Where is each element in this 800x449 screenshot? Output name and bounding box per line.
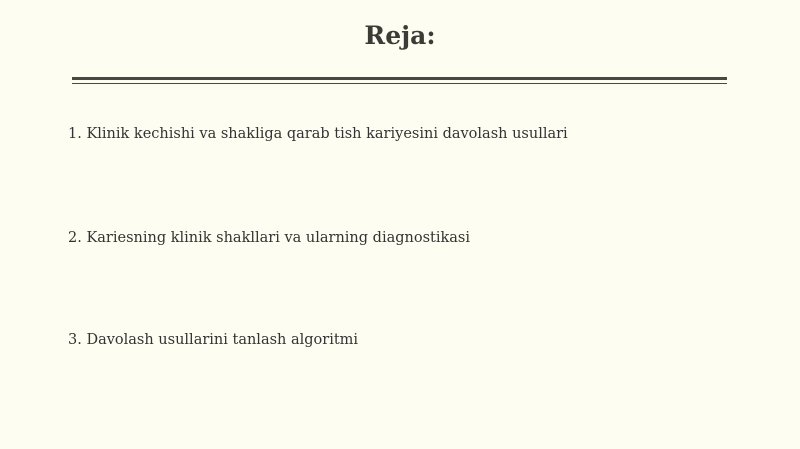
title-divider-thin [72,83,727,84]
title-divider-thick [72,77,727,80]
slide-title: Reja: [364,21,436,50]
list-item-1: 1. Klinik kechishi va shakliga qarab tish kariyesini davolash usullari [68,126,568,142]
list-item-3: 3. Davolash usullarini tanlash algoritmi [68,332,359,348]
list-item-2: 2. Kariesning klinik shakllari va ularning diagnostikasi [68,230,470,246]
